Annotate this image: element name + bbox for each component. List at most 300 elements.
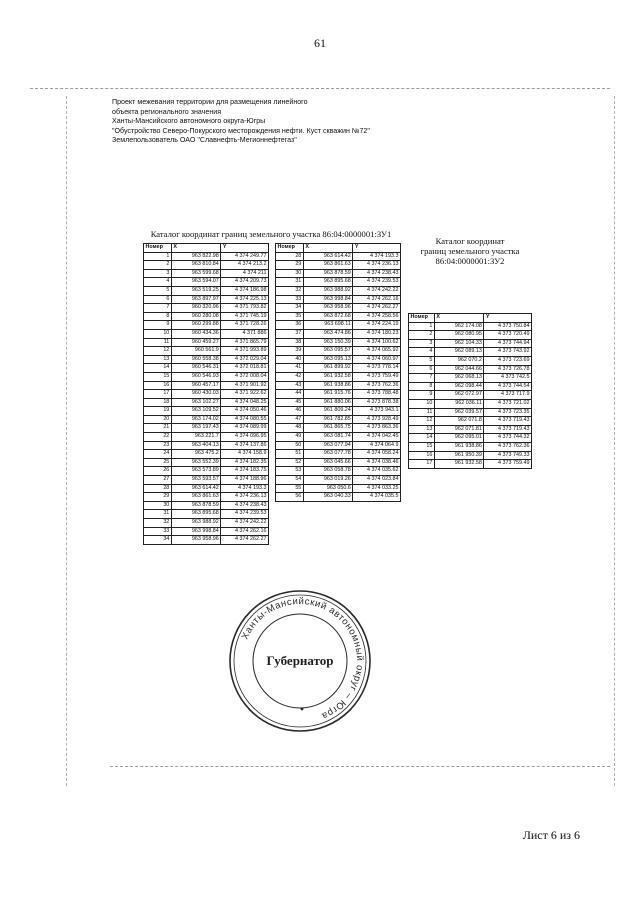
y-coordinate-cell: 4 374 182.35 (221, 458, 269, 467)
table-row (276, 381, 401, 390)
point-number-cell: 28 (276, 252, 304, 261)
y-coordinate-cell: 4 374 258.56 (353, 312, 401, 321)
x-coordinate-cell: 963 040.33 (303, 493, 353, 502)
x-coordinate-cell: 963 077.94 (303, 441, 353, 450)
coordinates-table-zu2 (408, 313, 532, 469)
y-coordinate-cell: 4 374 262.27 (221, 536, 269, 545)
table-row (276, 252, 401, 261)
table-row (276, 415, 401, 424)
catalog-zu2-title-line: Каталог координат (435, 236, 505, 246)
y-coordinate-cell: 4 374 048.25 (221, 398, 269, 407)
table-row (276, 329, 401, 338)
y-coordinate-cell: 4 374 042.45 (353, 433, 401, 442)
y-coordinate-cell: 4 373 750.84 (484, 322, 532, 331)
table-row (409, 434, 532, 443)
x-coordinate-cell: 961 915.76 (303, 390, 353, 399)
catalog-zu2-title-line: границ земельного участка (420, 246, 520, 256)
table-row (276, 321, 401, 330)
y-coordinate-cell: 4 373 726.78 (484, 365, 532, 374)
table-row (144, 527, 269, 536)
catalog-zu1-title: Каталог координат границ земельного участка 86:04:0000001:ЗУ1 (150, 229, 392, 239)
y-coordinate-cell: 4 374 035.5 (353, 493, 401, 502)
table-row (144, 355, 269, 364)
x-coordinate-cell: 963 594.07 (171, 278, 221, 287)
table-row (409, 425, 532, 434)
sheet-counter: Лист 6 из 6 (522, 828, 580, 842)
table-row (144, 269, 269, 278)
table-row (409, 382, 532, 391)
y-coordinate-cell: 4 373 759.49 (484, 460, 532, 469)
point-number-cell: 8 (144, 312, 172, 321)
point-number-cell: 8 (409, 382, 435, 391)
point-number-cell: 22 (144, 433, 172, 442)
y-coordinate-cell: 4 374 158.9 (221, 450, 269, 459)
scan-line-top (30, 88, 610, 89)
y-coordinate-cell: 4 374 096.95 (221, 433, 269, 442)
x-coordinate-cell: 963 552.39 (171, 458, 221, 467)
y-coordinate-cell: 4 372 029.04 (221, 355, 269, 364)
point-number-cell: 10 (409, 399, 435, 408)
point-number-cell: 5 (409, 356, 435, 365)
table-row (144, 398, 269, 407)
point-number-cell: 12 (144, 347, 172, 356)
point-number-cell: 14 (409, 434, 435, 443)
point-number-cell: 17 (144, 390, 172, 399)
x-coordinate-cell: 961 938.86 (303, 381, 353, 390)
point-number-cell: 11 (409, 408, 435, 417)
table-row (409, 408, 532, 417)
point-number-cell: 14 (144, 364, 172, 373)
project-header (112, 98, 370, 146)
point-number-cell: 34 (144, 536, 172, 545)
x-coordinate-cell: 963 519.25 (171, 286, 221, 295)
point-number-cell: 44 (276, 390, 304, 399)
x-coordinate-cell: 960 457.17 (171, 381, 221, 390)
binding-line-right (614, 96, 615, 786)
point-number-cell: 50 (276, 441, 304, 450)
y-coordinate-cell: 4 374 249.77 (221, 252, 269, 261)
table-row (409, 322, 532, 331)
x-coordinate-cell: 963 998.84 (303, 295, 353, 304)
point-number-cell: 47 (276, 415, 304, 424)
column-header-y: Y (484, 314, 532, 323)
y-coordinate-cell: 4 374 137.86 (221, 441, 269, 450)
table-row (409, 399, 532, 408)
y-coordinate-cell: 4 374 242.22 (221, 519, 269, 528)
table-row (409, 374, 532, 383)
point-number-cell: 31 (276, 278, 304, 287)
table-row (144, 261, 269, 270)
y-coordinate-cell: 4 374 035.62 (353, 467, 401, 476)
y-coordinate-cell: 4 374 209.73 (221, 278, 269, 287)
x-coordinate-cell: 963 095.57 (303, 347, 353, 356)
x-coordinate-cell: 963 102.27 (171, 398, 221, 407)
x-coordinate-cell: 963 475.2 (171, 450, 221, 459)
table-row (144, 519, 269, 528)
x-coordinate-cell: 963 573.89 (171, 467, 221, 476)
table-row (144, 278, 269, 287)
point-number-cell: 15 (144, 372, 172, 381)
x-coordinate-cell: 963 822.98 (171, 252, 221, 261)
point-number-cell: 36 (276, 321, 304, 330)
x-coordinate-cell: 963 404.13 (171, 441, 221, 450)
x-coordinate-cell: 961 865.75 (303, 424, 353, 433)
y-coordinate-cell: 4 373 863.36 (353, 424, 401, 433)
table-row (276, 338, 401, 347)
y-coordinate-cell: 4 371 993.89 (221, 347, 269, 356)
catalog-zu2-title (410, 236, 530, 266)
x-coordinate-cell: 960 280.08 (171, 312, 221, 321)
y-coordinate-cell: 4 374 238.43 (353, 269, 401, 278)
table-row (144, 501, 269, 510)
point-number-cell: 19 (144, 407, 172, 416)
table-row (276, 458, 401, 467)
table-row (144, 424, 269, 433)
table-row (144, 476, 269, 485)
table-row (409, 331, 532, 340)
table-row (144, 390, 269, 399)
x-coordinate-cell: 960 561.9 (171, 347, 221, 356)
point-number-cell: 35 (276, 312, 304, 321)
point-number-cell: 15 (409, 442, 435, 451)
x-coordinate-cell: 962 104.33 (434, 339, 483, 348)
x-coordinate-cell: 960 546.93 (171, 372, 221, 381)
column-header-y: Y (221, 244, 269, 253)
table-row (409, 356, 532, 365)
point-number-cell: 17 (409, 460, 435, 469)
column-header-x: X (303, 244, 353, 253)
point-number-cell: 24 (144, 450, 172, 459)
x-coordinate-cell: 962 039.57 (434, 408, 483, 417)
y-coordinate-cell: 4 373 723.69 (484, 356, 532, 365)
point-number-cell: 32 (144, 519, 172, 528)
y-coordinate-cell: 4 373 744.54 (484, 382, 532, 391)
x-coordinate-cell: 963 593.57 (171, 476, 221, 485)
table-row (144, 467, 269, 476)
x-coordinate-cell: 963 895.68 (303, 278, 353, 287)
table-row (144, 407, 269, 416)
x-coordinate-cell: 960 299.88 (171, 321, 221, 330)
y-coordinate-cell: 4 374 060.97 (353, 355, 401, 364)
x-coordinate-cell: 963 197.43 (171, 424, 221, 433)
point-number-cell: 54 (276, 476, 304, 485)
x-coordinate-cell: 963 988.92 (303, 286, 353, 295)
x-coordinate-cell: 961 950.39 (434, 451, 483, 460)
y-coordinate-cell: 4 374 239.53 (221, 510, 269, 519)
table-row (144, 415, 269, 424)
y-coordinate-cell: 4 371 865.79 (221, 338, 269, 347)
x-coordinate-cell: 962 068.13 (434, 374, 483, 383)
table-row (276, 476, 401, 485)
table-row (144, 295, 269, 304)
table-row (276, 407, 401, 416)
binding-line-left (66, 96, 67, 786)
table-row (144, 338, 269, 347)
y-coordinate-cell: 4 373 719.43 (484, 417, 532, 426)
scan-line-bottom (110, 766, 610, 767)
x-coordinate-cell: 963 599.68 (171, 269, 221, 278)
x-coordinate-cell: 963 998.84 (171, 527, 221, 536)
y-coordinate-cell: 4 374 188.96 (221, 476, 269, 485)
point-number-cell: 16 (409, 451, 435, 460)
y-coordinate-cell: 4 373 928.49 (353, 415, 401, 424)
point-number-cell: 30 (276, 269, 304, 278)
point-number-cell: 42 (276, 372, 304, 381)
y-coordinate-cell: 4 374 038.46 (353, 458, 401, 467)
column-header-number: Номер (276, 244, 304, 253)
x-coordinate-cell: 962 072.97 (434, 391, 483, 400)
stamp-seal-icon (225, 586, 375, 736)
point-number-cell: 20 (144, 415, 172, 424)
x-coordinate-cell: 962 089.13 (434, 348, 483, 357)
x-coordinate-cell: 963 614.42 (303, 252, 353, 261)
table-row (276, 286, 401, 295)
point-number-cell: 4 (409, 348, 435, 357)
table-row (276, 269, 401, 278)
point-number-cell: 7 (144, 304, 172, 313)
point-number-cell: 43 (276, 381, 304, 390)
point-number-cell: 27 (144, 476, 172, 485)
y-coordinate-cell: 4 374 100.62 (353, 338, 401, 347)
x-coordinate-cell: 963 050.6 (303, 484, 353, 493)
table-row (276, 424, 401, 433)
point-number-cell: 31 (144, 510, 172, 519)
x-coordinate-cell: 962 174.08 (434, 322, 483, 331)
point-number-cell: 23 (144, 441, 172, 450)
table-row (409, 442, 532, 451)
x-coordinate-cell: 961 899.92 (303, 364, 353, 373)
point-number-cell: 12 (409, 417, 435, 426)
point-number-cell: 38 (276, 338, 304, 347)
header-line: объекта регионального значения (112, 107, 222, 116)
x-coordinate-cell: 962 071.81 (434, 425, 483, 434)
column-header-number: Номер (144, 244, 172, 253)
y-coordinate-cell: 4 374 236.13 (353, 261, 401, 270)
column-header-y: Y (353, 244, 401, 253)
point-number-cell: 4 (144, 278, 172, 287)
point-number-cell: 52 (276, 458, 304, 467)
point-number-cell: 3 (144, 269, 172, 278)
table-row (276, 261, 401, 270)
y-coordinate-cell: 4 373 778.14 (353, 364, 401, 373)
x-coordinate-cell: 963 614.42 (171, 484, 221, 493)
y-coordinate-cell: 4 374 213.2 (221, 261, 269, 270)
y-coordinate-cell: 4 373 719.43 (484, 425, 532, 434)
x-coordinate-cell: 963 058.78 (303, 467, 353, 476)
x-coordinate-cell: 962 070.2 (434, 356, 483, 365)
table-row (144, 304, 269, 313)
table-row (409, 348, 532, 357)
y-coordinate-cell: 4 374 080.55 (221, 415, 269, 424)
x-coordinate-cell: 960 546.31 (171, 364, 221, 373)
point-number-cell: 2 (144, 261, 172, 270)
y-coordinate-cell: 4 374 225.13 (221, 295, 269, 304)
x-coordinate-cell: 963 878.59 (303, 269, 353, 278)
y-coordinate-cell: 4 374 064.9 (353, 441, 401, 450)
table-row (144, 252, 269, 261)
point-number-cell: 13 (144, 355, 172, 364)
point-number-cell: 26 (144, 467, 172, 476)
point-number-cell: 28 (144, 484, 172, 493)
x-coordinate-cell: 963 895.68 (171, 510, 221, 519)
table-row (409, 391, 532, 400)
x-coordinate-cell: 963 988.92 (171, 519, 221, 528)
y-coordinate-cell: 4 374 262.16 (353, 295, 401, 304)
point-number-cell: 29 (144, 493, 172, 502)
point-number-cell: 6 (409, 365, 435, 374)
column-header-x: X (434, 314, 483, 323)
table-row (409, 417, 532, 426)
table-row (144, 381, 269, 390)
x-coordinate-cell: 963 174.02 (171, 415, 221, 424)
x-coordinate-cell: 960 558.38 (171, 355, 221, 364)
table-row (144, 484, 269, 493)
y-coordinate-cell: 4 374 211 (221, 269, 269, 278)
table-row (409, 451, 532, 460)
x-coordinate-cell: 962 071.8 (434, 417, 483, 426)
y-coordinate-cell: 4 374 262.27 (353, 304, 401, 313)
coordinates-table-zu1-part1 (143, 243, 269, 545)
header-line: Ханты-Мансийского автономного округа-Югры (112, 117, 266, 126)
y-coordinate-cell: 4 374 058.24 (353, 450, 401, 459)
y-coordinate-cell: 4 373 943.1 (353, 407, 401, 416)
table-row (144, 433, 269, 442)
y-coordinate-cell: 4 371 745.19 (221, 312, 269, 321)
x-coordinate-cell: 962 098.44 (434, 382, 483, 391)
x-coordinate-cell: 963 045.66 (303, 458, 353, 467)
point-number-cell: 48 (276, 424, 304, 433)
point-number-cell: 41 (276, 364, 304, 373)
y-coordinate-cell: 4 373 788.48 (353, 390, 401, 399)
table-row (144, 329, 269, 338)
point-number-cell: 40 (276, 355, 304, 364)
x-coordinate-cell: 963 019.26 (303, 476, 353, 485)
table-row (276, 364, 401, 373)
y-coordinate-cell: 4 374 262.16 (221, 527, 269, 536)
point-number-cell: 51 (276, 450, 304, 459)
x-coordinate-cell: 963 861.63 (171, 493, 221, 502)
x-coordinate-cell: 962 080.95 (434, 331, 483, 340)
page-number: 61 (314, 36, 326, 50)
y-coordinate-cell: 4 374 193.3 (353, 252, 401, 261)
table-row (276, 347, 401, 356)
table-row (276, 355, 401, 364)
point-number-cell: 2 (409, 331, 435, 340)
x-coordinate-cell: 960 320.96 (171, 304, 221, 313)
x-coordinate-cell: 963 878.59 (171, 501, 221, 510)
header-line: "Обустройство Северо-Покурского месторождения нефти. Куст скважин №72" (112, 126, 370, 135)
table-row (144, 364, 269, 373)
table-row (409, 460, 532, 469)
y-coordinate-cell: 4 374 224.19 (353, 321, 401, 330)
y-coordinate-cell: 4 374 236.13 (221, 493, 269, 502)
y-coordinate-cell: 4 374 183.75 (221, 467, 269, 476)
point-number-cell: 11 (144, 338, 172, 347)
y-coordinate-cell: 4 371 901.92 (221, 381, 269, 390)
x-coordinate-cell: 963 095.13 (303, 355, 353, 364)
x-coordinate-cell: 963 109.52 (171, 407, 221, 416)
point-number-cell: 16 (144, 381, 172, 390)
y-coordinate-cell: 4 374 065.92 (353, 347, 401, 356)
y-coordinate-cell: 4 373 744.94 (484, 339, 532, 348)
point-number-cell: 37 (276, 329, 304, 338)
point-number-cell: 46 (276, 407, 304, 416)
x-coordinate-cell: 963 150.39 (303, 338, 353, 347)
y-coordinate-cell: 4 373 749.33 (484, 451, 532, 460)
x-coordinate-cell: 961 938.86 (434, 442, 483, 451)
table-row (276, 372, 401, 381)
x-coordinate-cell: 963 861.63 (303, 261, 353, 270)
y-coordinate-cell: 4 374 023.84 (353, 476, 401, 485)
table-row (276, 390, 401, 399)
table-row (276, 304, 401, 313)
point-number-cell: 53 (276, 467, 304, 476)
y-coordinate-cell: 4 371 793.82 (221, 304, 269, 313)
point-number-cell: 33 (144, 527, 172, 536)
y-coordinate-cell: 4 372 018.81 (221, 364, 269, 373)
table-row (276, 295, 401, 304)
point-number-cell: 3 (409, 339, 435, 348)
table-row (276, 493, 401, 502)
table-row (144, 458, 269, 467)
point-number-cell: 32 (276, 286, 304, 295)
x-coordinate-cell: 960 459.27 (171, 338, 221, 347)
y-coordinate-cell: 4 373 742.5 (484, 374, 532, 383)
x-coordinate-cell: 962 095.01 (434, 434, 483, 443)
y-coordinate-cell: 4 373 744.32 (484, 434, 532, 443)
table-row (276, 312, 401, 321)
header-line: Землепользователь ОАО "Славнефть-Мегионнефтегаз" (112, 136, 297, 145)
table-row (144, 510, 269, 519)
y-coordinate-cell: 4 374 238.43 (221, 501, 269, 510)
x-coordinate-cell: 963 474.86 (303, 329, 353, 338)
table-row (409, 339, 532, 348)
point-number-cell: 45 (276, 398, 304, 407)
x-coordinate-cell: 960 430.03 (171, 390, 221, 399)
table-row (276, 441, 401, 450)
table-row (144, 372, 269, 381)
y-coordinate-cell: 4 374 193.3 (221, 484, 269, 493)
point-number-cell: 55 (276, 484, 304, 493)
table-row (276, 433, 401, 442)
y-coordinate-cell: 4 373 762.36 (484, 442, 532, 451)
x-coordinate-cell: 963 221.7 (171, 433, 221, 442)
x-coordinate-cell: 963 872.68 (303, 312, 353, 321)
table-row (144, 312, 269, 321)
column-header-x: X (171, 244, 221, 253)
y-coordinate-cell: 4 373 878.38 (353, 398, 401, 407)
x-coordinate-cell: 963 958.96 (171, 536, 221, 545)
point-number-cell: 9 (409, 391, 435, 400)
header-line: Проект межевания территории для размещения линейного (112, 98, 308, 106)
x-coordinate-cell: 963 958.96 (303, 304, 353, 313)
y-coordinate-cell: 4 373 721.02 (484, 399, 532, 408)
y-coordinate-cell: 4 374 242.22 (353, 286, 401, 295)
y-coordinate-cell: 4 374 050.46 (221, 407, 269, 416)
table-row (144, 536, 269, 545)
table-row (409, 365, 532, 374)
x-coordinate-cell: 963 698.11 (303, 321, 353, 330)
table-row (276, 450, 401, 459)
x-coordinate-cell: 961 880.06 (303, 398, 353, 407)
point-number-cell: 10 (144, 329, 172, 338)
point-number-cell: 9 (144, 321, 172, 330)
table-row (144, 347, 269, 356)
y-coordinate-cell: 4 373 743.92 (484, 348, 532, 357)
y-coordinate-cell: 4 371 886 (221, 329, 269, 338)
column-header-number: Номер (409, 314, 435, 323)
stamp-ring-text: Ханты-Мансийский автономный округ – Югра (239, 595, 366, 722)
